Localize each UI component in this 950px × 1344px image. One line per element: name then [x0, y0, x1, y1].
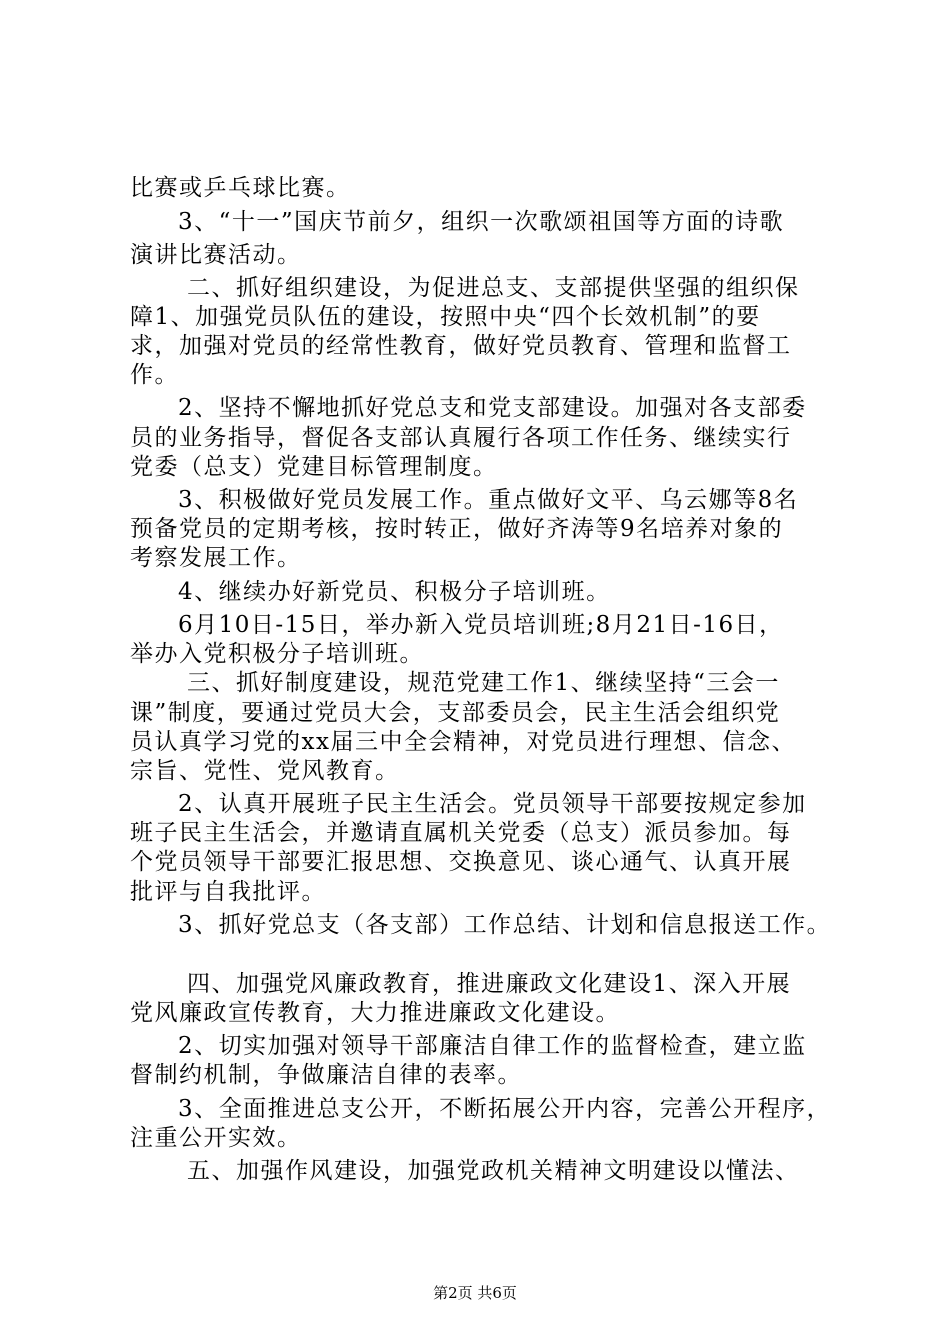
text-line: 3、积极做好党员发展工作。重点做好文平、乌云娜等8名 [178, 487, 799, 513]
text-line: 2、坚持不懈地抓好党总支和党支部建设。加强对各支部委 [178, 395, 807, 421]
text-line: 注重公开实效。 [130, 1125, 302, 1151]
text-line: 举办入党积极分子培训班。 [130, 641, 424, 667]
text-line: 2、认真开展班子民主生活会。党员领导干部要按规定参加 [178, 791, 807, 817]
text-line: 3、“十一”国庆节前夕，组织一次歌颂祖国等方面的诗歌 [178, 209, 785, 235]
text-line: 3、抓好党总支（各支部）工作总结、计划和信息报送工作。 [178, 912, 832, 938]
text-line: 宗旨、党性、党风教育。 [130, 758, 400, 784]
text-line: 二、抓好组织建设，为促进总支、支部提供坚强的组织保 [187, 275, 800, 301]
text-line: 2、切实加强对领导干部廉洁自律工作的监督检查，建立监 [178, 1033, 807, 1059]
text-line: 4、继续办好新党员、积极分子培训班。 [178, 579, 611, 605]
text-line: 6月10日-15日，举办新入党员培训班;8月21日-16日， [178, 612, 784, 638]
text-line: 五、加强作风建设，加强党政机关精神文明建设以懂法、 [187, 1158, 800, 1184]
text-line: 督制约机制，争做廉洁自律的表率。 [130, 1062, 522, 1088]
text-line: 党风廉政宣传教育，大力推进廉政文化建设。 [130, 1000, 620, 1026]
text-line: 演讲比赛活动。 [130, 242, 302, 268]
text-line: 作。 [130, 362, 179, 388]
text-line: 班子民主生活会，并邀请直属机关党委（总支）派员参加。每 [130, 820, 792, 846]
text-line: 3、全面推进总支公开，不断拓展公开内容，完善公开程序， [178, 1096, 832, 1122]
text-line: 障1、加强党员队伍的建设，按照中央“四个长效机制”的要 [130, 304, 761, 330]
page-footer: 第2页 共6页 [433, 1284, 517, 1302]
text-line: 预备党员的定期考核，按时转正，做好齐涛等9名培养对象的 [130, 516, 784, 542]
text-line: 四、加强党风廉政教育，推进廉政文化建设1、深入开展 [187, 971, 792, 997]
text-line: 考察发展工作。 [130, 545, 302, 571]
text-line: 比赛或乒乓球比赛。 [130, 175, 351, 201]
text-line: 员的业务指导，督促各支部认真履行各项工作任务、继续实行 [130, 425, 792, 451]
text-line: 批评与自我批评。 [130, 879, 326, 905]
text-line: 课”制度，要通过党员大会，支部委员会，民主生活会组织党 [130, 700, 781, 726]
text-line: 员认真学习党的xx届三中全会精神，对党员进行理想、信念、 [130, 729, 796, 755]
text-line: 党委（总支）党建目标管理制度。 [130, 454, 498, 480]
text-line: 求，加强对党员的经常性教育，做好党员教育、管理和监督工 [130, 333, 792, 359]
text-line: 个党员领导干部要汇报思想、交换意见、谈心通气、认真开展 [130, 849, 792, 875]
text-line: 三、抓好制度建设，规范党建工作1、继续坚持“三会一 [187, 670, 780, 696]
